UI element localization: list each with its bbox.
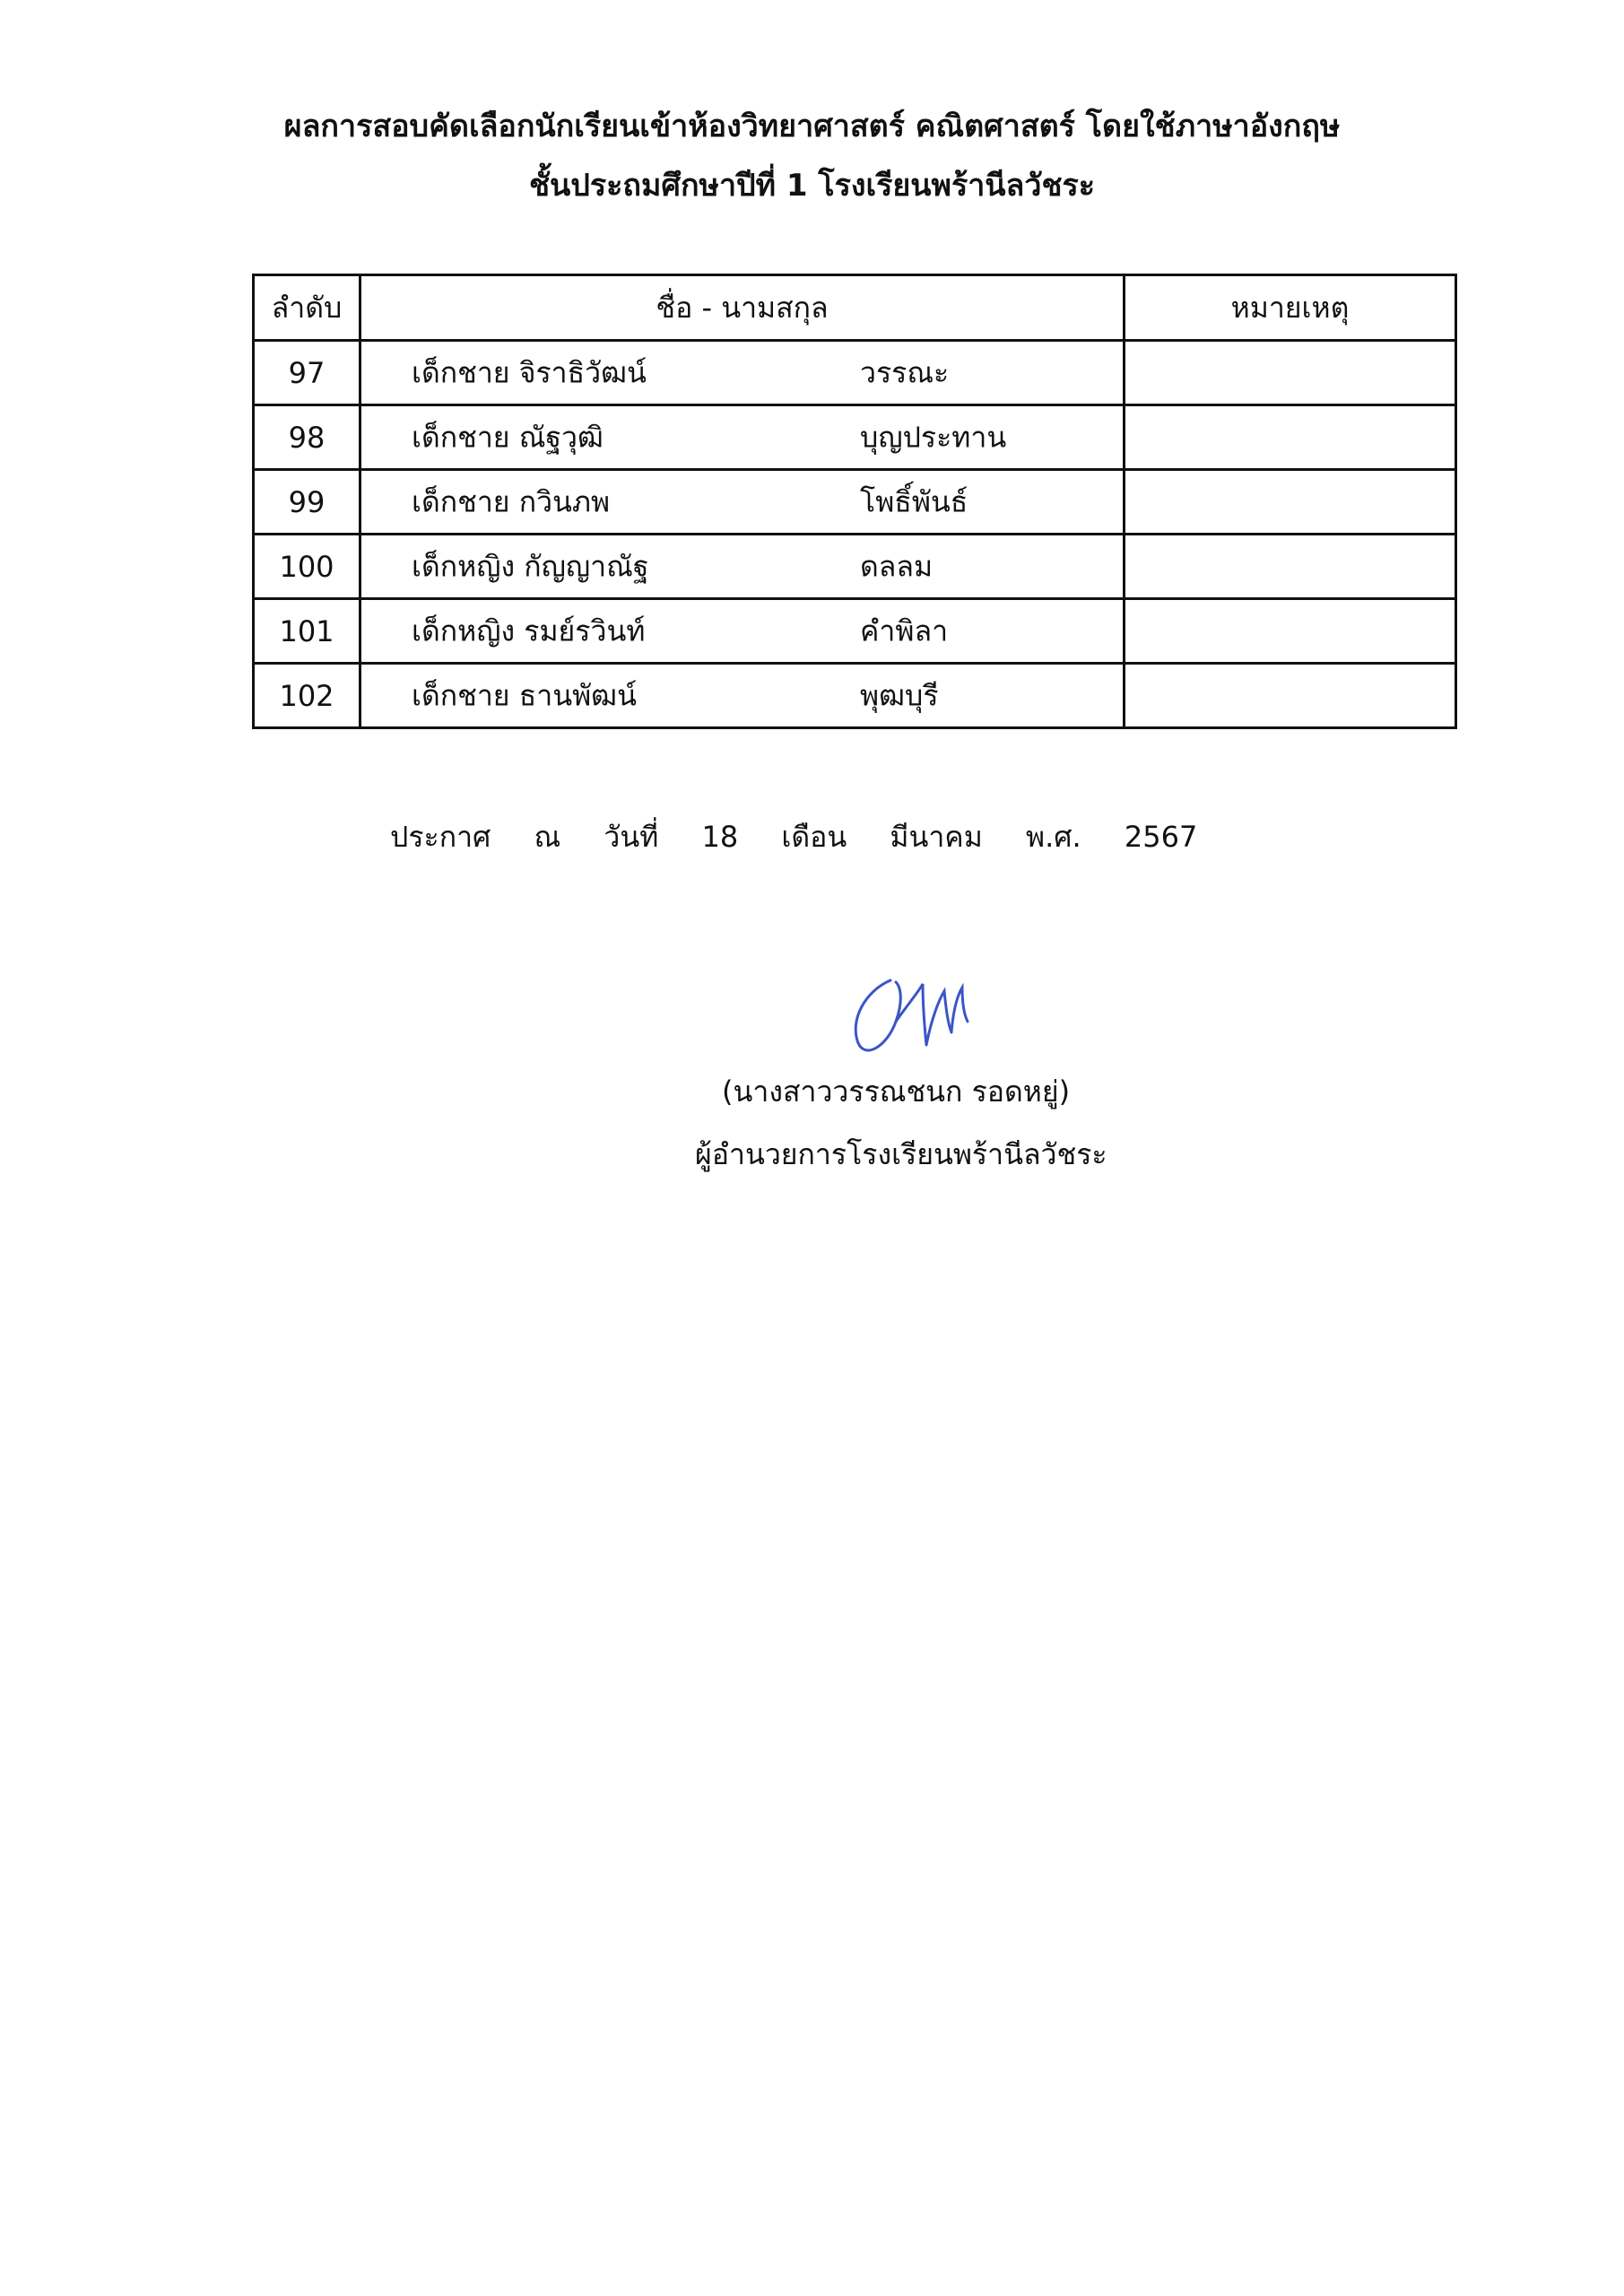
row-number: 99: [254, 470, 360, 535]
header-remark: หมายเหตุ: [1125, 275, 1456, 341]
row-remark: [1125, 341, 1456, 405]
signatory-position: ผู้อำนวยการโรงเรียนพร้านีลวัชระ: [695, 1137, 1107, 1171]
student-first-name: เด็กหญิง รมย์รวินท์: [412, 613, 646, 648]
announce-at: ณ: [534, 820, 561, 854]
row-number: 100: [254, 535, 360, 599]
table-row: [254, 341, 1456, 405]
student-last-name: ดลลม: [860, 549, 934, 583]
row-remark: [1125, 599, 1456, 664]
table-row: [254, 599, 1456, 664]
row-number: 102: [254, 664, 360, 728]
table-row: [254, 405, 1456, 470]
student-last-name: คำพิลา: [860, 613, 949, 648]
document-title: ผลการสอบคัดเลือกนักเรียนเข้าห้องวิทยาศาสตร์ คณิตศาสตร์ โดยใช้ภาษาอังกฤษ: [283, 109, 1341, 144]
announce-day-label: วันที่: [604, 820, 659, 854]
announce-month-label: เดือน: [781, 820, 847, 854]
student-first-name: เด็กหญิง กัญญาณัฐ: [412, 549, 649, 583]
announcement-date: [390, 814, 1222, 860]
results-table: [252, 274, 1457, 729]
document-subtitle: ชั้นประถมศึกษาปีที่ 1 โรงเรียนพร้านีลวัชระ: [528, 168, 1096, 204]
row-name: [360, 664, 1125, 728]
header-no: ลำดับ: [254, 275, 360, 341]
row-remark: [1125, 405, 1456, 470]
header-name: ชื่อ - นามสกุล: [360, 275, 1125, 341]
table-header-row: [254, 275, 1456, 341]
handwritten-signature: [838, 964, 982, 1063]
announce-day: 18: [701, 820, 739, 854]
row-number: 97: [254, 341, 360, 405]
student-first-name: เด็กชาย ณัฐวุฒิ: [412, 420, 604, 454]
table-row: [254, 470, 1456, 535]
student-last-name: วรรณะ: [860, 355, 950, 389]
row-name: [360, 405, 1125, 470]
table-row: [254, 664, 1456, 728]
row-number: 98: [254, 405, 360, 470]
student-last-name: พุฒบุรี: [860, 678, 939, 712]
row-name: [360, 599, 1125, 664]
student-first-name: เด็กชาย จิราธิวัฒน์: [412, 355, 647, 389]
row-name: [360, 535, 1125, 599]
announce-month: มีนาคม: [890, 820, 983, 854]
signatory-name: (นางสาววรรณชนก รอดหยู่): [722, 1074, 1071, 1109]
table-row: [254, 535, 1456, 599]
row-number: 101: [254, 599, 360, 664]
student-last-name: โพธิ์พันธ์: [860, 484, 968, 518]
row-remark: [1125, 664, 1456, 728]
student-first-name: เด็กชาย ธานพัฒน์: [412, 678, 637, 712]
student-last-name: บุญประทาน: [860, 420, 1007, 454]
student-first-name: เด็กชาย กวินภพ: [412, 484, 611, 518]
announce-era: พ.ศ.: [1025, 820, 1081, 854]
row-name: [360, 470, 1125, 535]
document-header: [0, 97, 1624, 215]
row-remark: [1125, 470, 1456, 535]
announce-label: ประกาศ: [390, 820, 491, 854]
row-remark: [1125, 535, 1456, 599]
announce-year: 2567: [1124, 820, 1198, 854]
row-name: [360, 341, 1125, 405]
